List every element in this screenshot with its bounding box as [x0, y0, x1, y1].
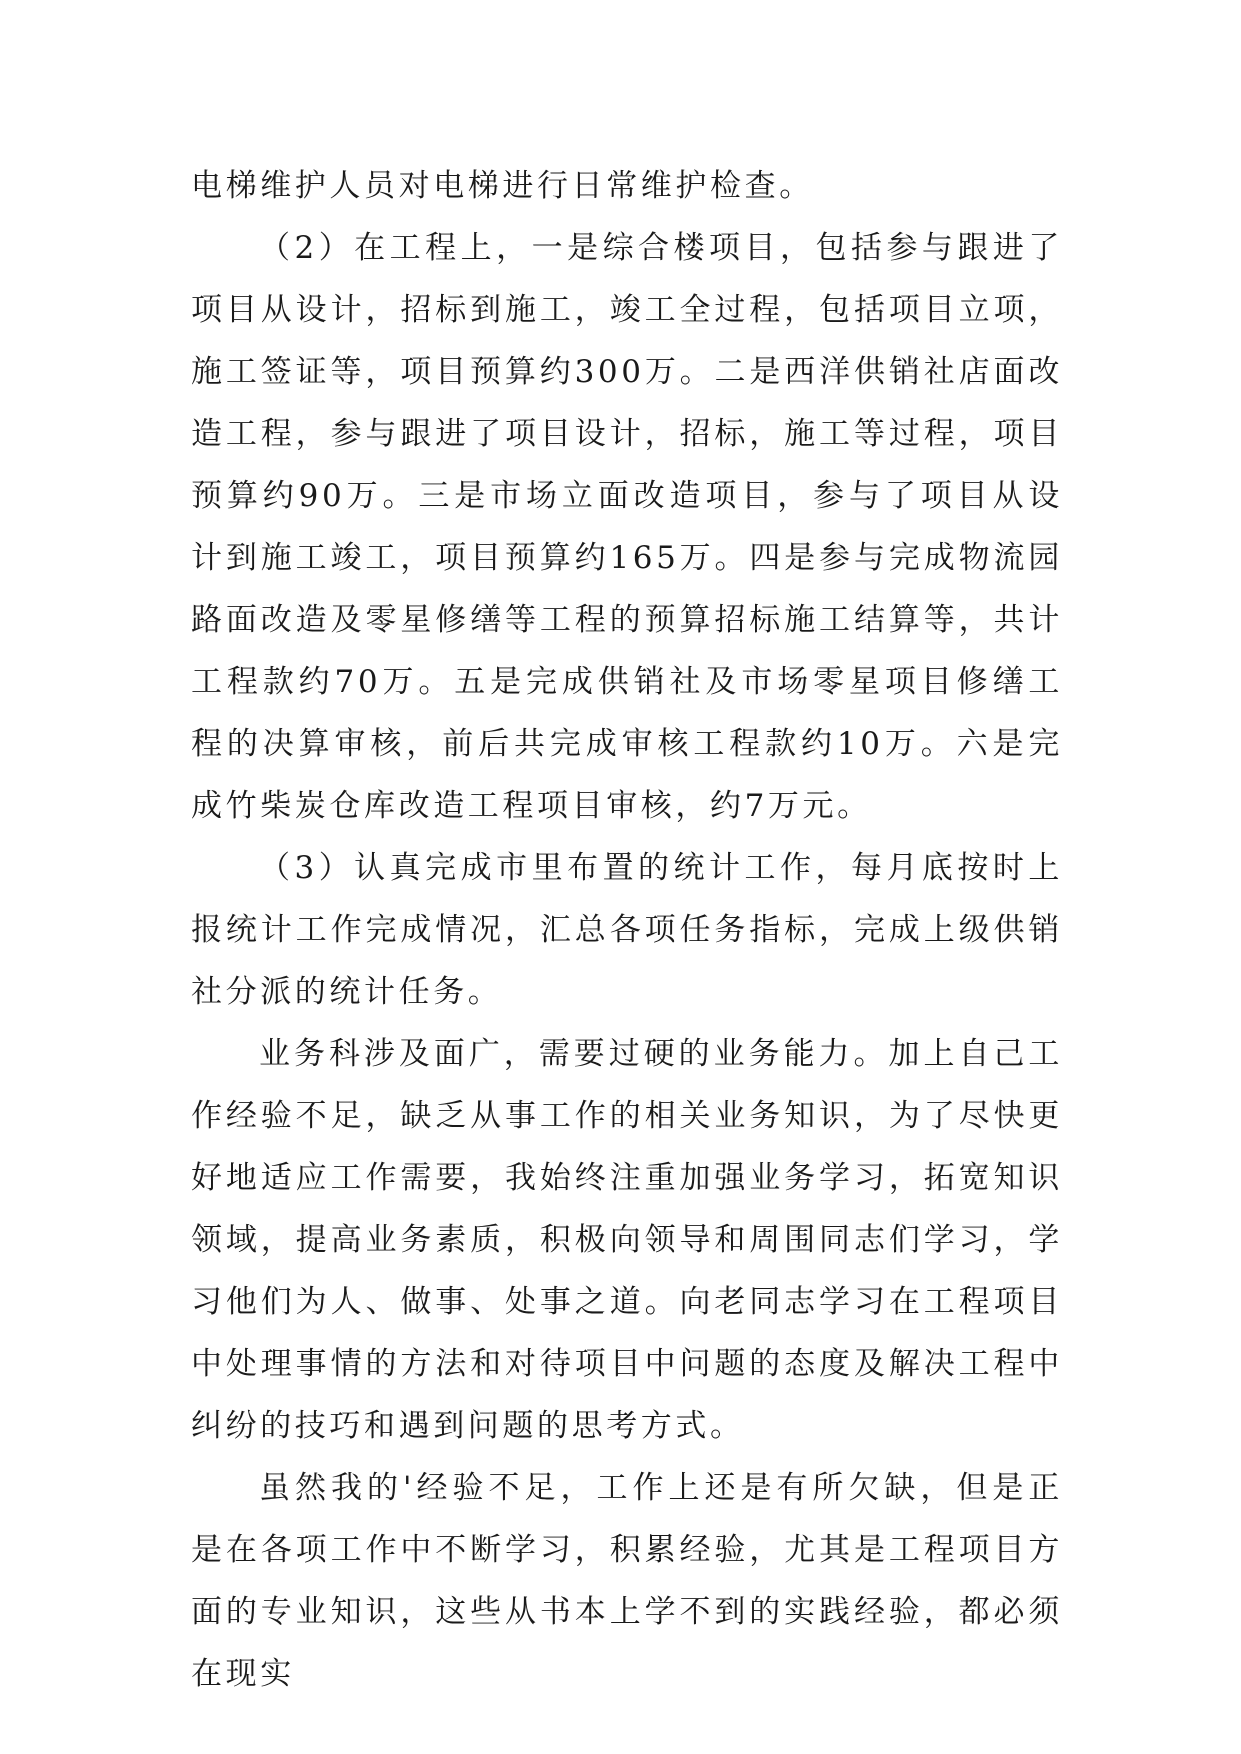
paragraph-1: 电梯维护人员对电梯进行日常维护检查。 [191, 168, 814, 204]
paragraph-4: 业务科涉及面广，需要过硬的业务能力。加上自己工作经验不足，缺乏从事工作的相关业务知识，为了尽快更好地适应工作需要，我始终注重加强业务学习，拓宽知识领域，提高业务素质，积极向领导和周围同志们学习，学习他们为人、做事、处事之道。向老同志学习在工程项目中处理事情的方法和对待项目中问题的态度及解决工程中纠纷的技巧和遇到问题的思考方式。 [191, 1036, 1063, 1444]
paragraph-3: （3）认真完成市里布置的统计工作，每月底按时上报统计工作完成情况，汇总各项任务指标，完成上级供销社分派的统计任务。 [191, 850, 1063, 1010]
document-body [191, 155, 1063, 1705]
paragraph-5: 虽然我的'经验不足，工作上还是有所欠缺，但是正是在各项工作中不断学习，积累经验，尤其是工程项目方面的专业知识，这些从书本上学不到的实践经验，都必须在现实 [191, 1470, 1063, 1692]
paragraph-2: （2）在工程上，一是综合楼项目，包括参与跟进了项目从设计，招标到施工，竣工全过程，包括项目立项，施工签证等，项目预算约300万。二是西洋供销社店面改造工程，参与跟进了项目设计，招标，施工等过程，项目预算约90万。三是市场立面改造项目，参与了项目从设计到施工竣工，项目预算约165万。四是参与完成物流园路面改造及零星修缮等工程的预算招标施工结算等，共计工程款约70万。五是完成供销社及市场零星项目修缮工程的决算审核，前后共完成审核工程款约10万。六是完成竹柴炭仓库改造工程项目审核，约7万元。 [191, 230, 1063, 824]
